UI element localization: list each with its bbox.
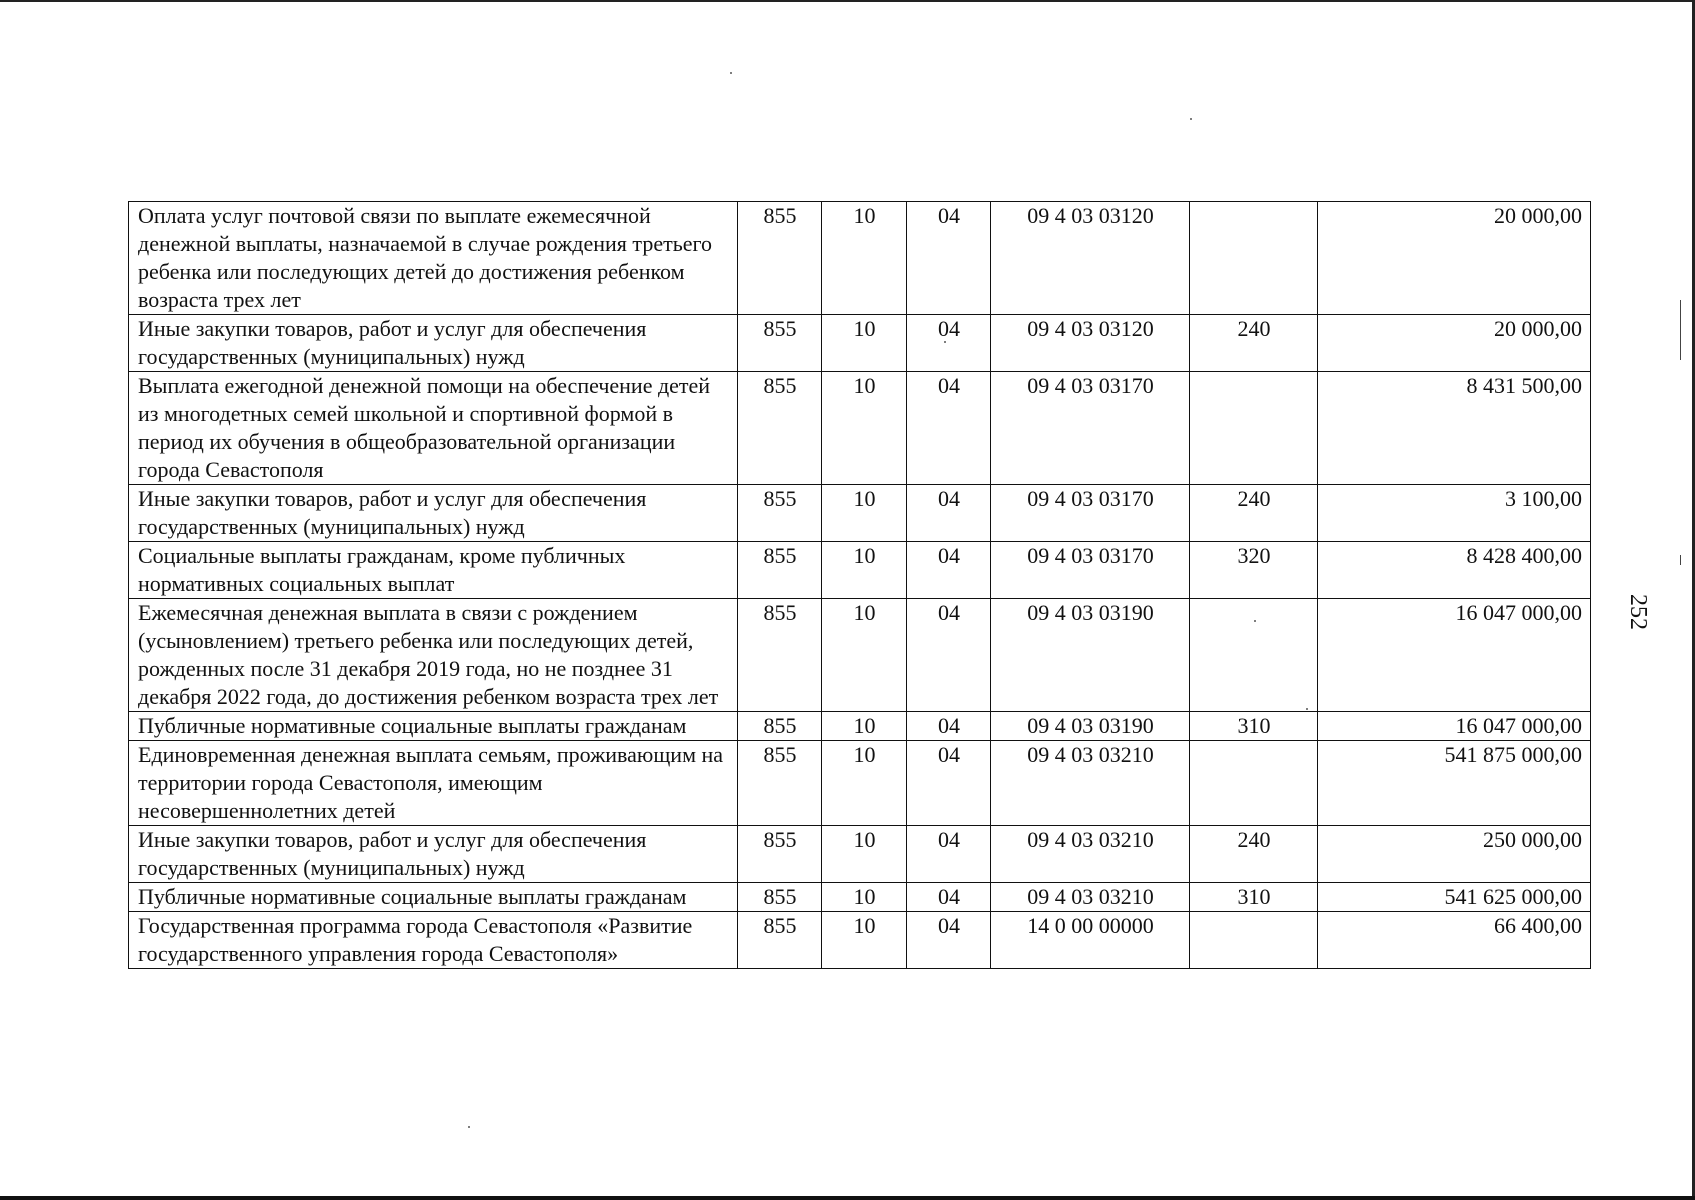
expense-type-cell — [1190, 912, 1318, 969]
section-code-cell: 10 — [822, 912, 907, 969]
grbs-code-cell: 855 — [738, 599, 822, 712]
subsection-code-cell: 04 — [907, 315, 991, 372]
table-row — [129, 741, 1591, 826]
target-article-cell: 09 4 03 03120 — [991, 202, 1190, 315]
table-row — [129, 372, 1591, 485]
amount-cell: 16 047 000,00 — [1318, 599, 1591, 712]
section-code-cell: 10 — [822, 202, 907, 315]
grbs-code-cell: 855 — [738, 712, 822, 741]
expense-type-cell — [1190, 202, 1318, 315]
amount-cell: 16 047 000,00 — [1318, 712, 1591, 741]
scan-speck — [468, 1126, 470, 1128]
expense-type-cell — [1190, 741, 1318, 826]
expense-type-cell: 240 — [1190, 315, 1318, 372]
amount-cell: 8 428 400,00 — [1318, 542, 1591, 599]
expense-type-cell — [1190, 599, 1318, 712]
expense-type-cell: 320 — [1190, 542, 1318, 599]
amount-cell: 541 875 000,00 — [1318, 741, 1591, 826]
grbs-code-cell: 855 — [738, 826, 822, 883]
expense-name-cell: Государственная программа города Севастополя «Развитие государственного управления города Севастополя» — [129, 912, 738, 969]
grbs-code-cell: 855 — [738, 315, 822, 372]
section-code-cell: 10 — [822, 485, 907, 542]
amount-cell: 8 431 500,00 — [1318, 372, 1591, 485]
section-code-cell: 10 — [822, 741, 907, 826]
expense-name-cell: Ежемесячная денежная выплата в связи с рождением (усыновлением) третьего ребенка или последующих детей, рожденных после 31 декабря 2019 года, но не позднее 31 декабря 2022 года, до достижения ребенком возраста трех лет — [129, 599, 738, 712]
expense-name-cell: Публичные нормативные социальные выплаты гражданам — [129, 883, 738, 912]
scan-edge-top — [0, 0, 1695, 2]
expense-name-cell: Единовременная денежная выплата семьям, проживающим на территории города Севастополя, имеющим несовершеннолетних детей — [129, 741, 738, 826]
amount-cell: 541 625 000,00 — [1318, 883, 1591, 912]
amount-cell: 3 100,00 — [1318, 485, 1591, 542]
table-row — [129, 912, 1591, 969]
amount-cell: 20 000,00 — [1318, 202, 1591, 315]
expense-type-cell: 310 — [1190, 712, 1318, 741]
subsection-code-cell: 04 — [907, 826, 991, 883]
target-article-cell: 09 4 03 03210 — [991, 741, 1190, 826]
table-row — [129, 826, 1591, 883]
grbs-code-cell: 855 — [738, 485, 822, 542]
target-article-cell: 09 4 03 03210 — [991, 826, 1190, 883]
expense-name-cell: Иные закупки товаров, работ и услуг для обеспечения государственных (муниципальных) нужд — [129, 826, 738, 883]
subsection-code-cell: 04 — [907, 599, 991, 712]
table-body — [129, 202, 1591, 969]
subsection-code-cell: 04 — [907, 372, 991, 485]
section-code-cell: 10 — [822, 599, 907, 712]
expense-type-cell — [1190, 372, 1318, 485]
grbs-code-cell: 855 — [738, 883, 822, 912]
table-row — [129, 883, 1591, 912]
scan-speck — [1190, 118, 1192, 120]
table-row — [129, 542, 1591, 599]
table-row — [129, 485, 1591, 542]
amount-cell: 66 400,00 — [1318, 912, 1591, 969]
expense-name-cell: Иные закупки товаров, работ и услуг для обеспечения государственных (муниципальных) нужд — [129, 315, 738, 372]
expense-name-cell: Оплата услуг почтовой связи по выплате ежемесячной денежной выплаты, назначаемой в случае рождения третьего ребенка или последующих детей до достижения ребенком возраста трех лет — [129, 202, 738, 315]
expense-name-cell: Социальные выплаты гражданам, кроме публичных нормативных социальных выплат — [129, 542, 738, 599]
scan-mark — [1680, 555, 1681, 565]
budget-table — [128, 201, 1591, 969]
subsection-code-cell: 04 — [907, 712, 991, 741]
section-code-cell: 10 — [822, 542, 907, 599]
amount-cell: 250 000,00 — [1318, 826, 1591, 883]
subsection-code-cell: 04 — [907, 485, 991, 542]
expense-name-cell: Выплата ежегодной денежной помощи на обеспечение детей из многодетных семей школьной и спортивной формой в период их обучения в общеобразовательной организации города Севастополя — [129, 372, 738, 485]
scan-mark — [1680, 300, 1681, 360]
target-article-cell: 09 4 03 03170 — [991, 485, 1190, 542]
target-article-cell: 09 4 03 03210 — [991, 883, 1190, 912]
table-row — [129, 712, 1591, 741]
subsection-code-cell: 04 — [907, 741, 991, 826]
subsection-code-cell: 04 — [907, 542, 991, 599]
target-article-cell: 09 4 03 03190 — [991, 599, 1190, 712]
amount-cell: 20 000,00 — [1318, 315, 1591, 372]
section-code-cell: 10 — [822, 372, 907, 485]
grbs-code-cell: 855 — [738, 741, 822, 826]
subsection-code-cell: 04 — [907, 883, 991, 912]
target-article-cell: 09 4 03 03120 — [991, 315, 1190, 372]
page-number: 252 — [1625, 594, 1651, 630]
target-article-cell: 09 4 03 03170 — [991, 372, 1190, 485]
target-article-cell: 09 4 03 03170 — [991, 542, 1190, 599]
target-article-cell: 09 4 03 03190 — [991, 712, 1190, 741]
section-code-cell: 10 — [822, 712, 907, 741]
grbs-code-cell: 855 — [738, 542, 822, 599]
grbs-code-cell: 855 — [738, 372, 822, 485]
section-code-cell: 10 — [822, 883, 907, 912]
grbs-code-cell: 855 — [738, 912, 822, 969]
expense-name-cell: Иные закупки товаров, работ и услуг для обеспечения государственных (муниципальных) нужд — [129, 485, 738, 542]
table-row — [129, 202, 1591, 315]
section-code-cell: 10 — [822, 315, 907, 372]
grbs-code-cell: 855 — [738, 202, 822, 315]
scan-speck — [730, 72, 732, 74]
section-code-cell: 10 — [822, 826, 907, 883]
expense-type-cell: 310 — [1190, 883, 1318, 912]
table-row — [129, 599, 1591, 712]
expense-type-cell: 240 — [1190, 485, 1318, 542]
table-row — [129, 315, 1591, 372]
expense-name-cell: Публичные нормативные социальные выплаты гражданам — [129, 712, 738, 741]
scan-edge-bottom — [0, 1196, 1695, 1200]
target-article-cell: 14 0 00 00000 — [991, 912, 1190, 969]
expense-type-cell: 240 — [1190, 826, 1318, 883]
subsection-code-cell: 04 — [907, 912, 991, 969]
subsection-code-cell: 04 — [907, 202, 991, 315]
